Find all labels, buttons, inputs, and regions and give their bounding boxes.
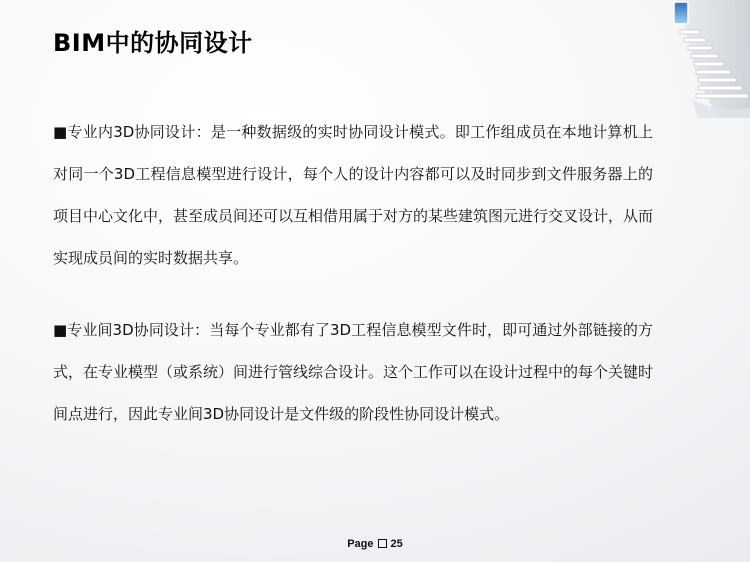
- page-number: 25: [390, 538, 403, 550]
- page-label: Page: [347, 538, 374, 550]
- slide-title: BIM中的协同设计: [53, 29, 253, 57]
- white-staircase-icon: [658, 0, 750, 118]
- paragraph-inter-discipline: ■专业间3D协同设计：当每个专业都有了3D工程信息模型文件时，即可通过外部链接的方式，在专业模型（或系统）间进行管线综合设计。这个工作可以在设计过程中的每个关键时间点进行，因此专业间3D协同设计是文件级的阶段性协同设计模式。: [53, 321, 654, 423]
- paragraph-intra-discipline: ■专业内3D协同设计：是一种数据级的实时协同设计模式。即工作组成员在本地计算机上对同一个3D工程信息模型进行设计，每个人的设计内容都可以及时同步到文件服务器上的项目中心文化中，甚至成员间还可以互相借用属于对方的某些建筑图元进行交叉设计，从而实现成员间的实时数据共享。: [53, 123, 654, 267]
- page-footer: [0, 538, 750, 550]
- page-separator-box: [378, 539, 387, 548]
